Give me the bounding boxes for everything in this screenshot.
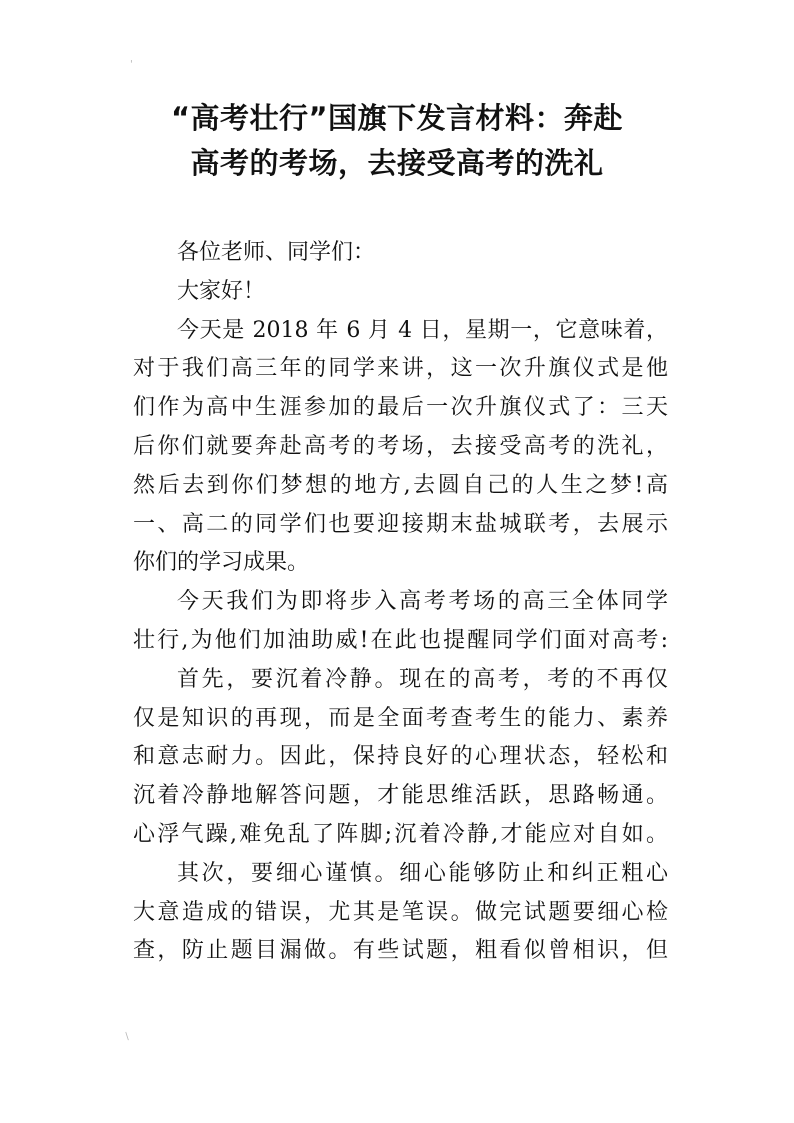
text-line: 然后去到你们梦想的地方,去圆自己的人生之梦!高 (133, 472, 668, 498)
greeting-paragraph (133, 273, 668, 312)
corner-crop-mark: ' (130, 59, 133, 70)
text-line: 壮行,为他们加油助威!在此也提醒同学们面对高考: (133, 627, 668, 653)
text-line: 仅是知识的再现，而是全面考查考生的能力、素养 (133, 705, 668, 731)
text-line: 查，防止题目漏做。有些试题，粗看似曾相识，但 (133, 938, 668, 964)
text-line: 今天我们为即将步入高考考场的高三全体同学 (177, 589, 668, 615)
text-line: 一、高二的同学们也要迎接期末盐城联考，去展示 (133, 511, 668, 537)
text-line: 对于我们高三年的同学来讲，这一次升旗仪式是他 (133, 356, 668, 382)
body-paragraph (133, 583, 668, 661)
text-line: 后你们就要奔赴高考的考场，去接受高考的洗礼， (133, 433, 668, 459)
text-line: 和意志耐力。因此，保持良好的心理状态，轻松和 (133, 744, 668, 770)
text-line: 今天是 2018 年 6 月 4 日，星期一，它意味着， (177, 317, 668, 343)
body-paragraph (133, 312, 668, 584)
text-line: 其次，要细心谨慎。细心能够防止和纠正粗心 (177, 860, 668, 886)
text-line: 各位老师、同学们： (177, 240, 376, 265)
text-line: 沉着冷静地解答问题，才能思维活跃，思路畅通。 (133, 783, 668, 809)
body-paragraph (133, 661, 668, 855)
text-line: 大家好！ (177, 278, 266, 304)
text-line: 心浮气躁,难免乱了阵脚;沉着冷静,才能应对自如。 (133, 821, 668, 847)
text-line: 首先，要沉着冷静。现在的高考，考的不再仅 (177, 666, 668, 692)
body-paragraph (133, 855, 668, 971)
title-line: “高考壮行”国旗下发言材料：奔赴 (170, 101, 624, 135)
document-body (133, 234, 668, 971)
corner-crop-mark: / (122, 1031, 132, 1043)
salutation-paragraph (133, 234, 668, 273)
title-line: 高考的考场，去接受高考的洗礼 (190, 146, 604, 180)
text-line: 大意造成的错误，尤其是笔误。做完试题要细心检 (133, 899, 668, 925)
text-line: 你们的学习成果。 (133, 550, 310, 576)
document-title (100, 96, 694, 186)
text-line: 们作为高中生涯参加的最后一次升旗仪式了：三天 (133, 395, 668, 421)
